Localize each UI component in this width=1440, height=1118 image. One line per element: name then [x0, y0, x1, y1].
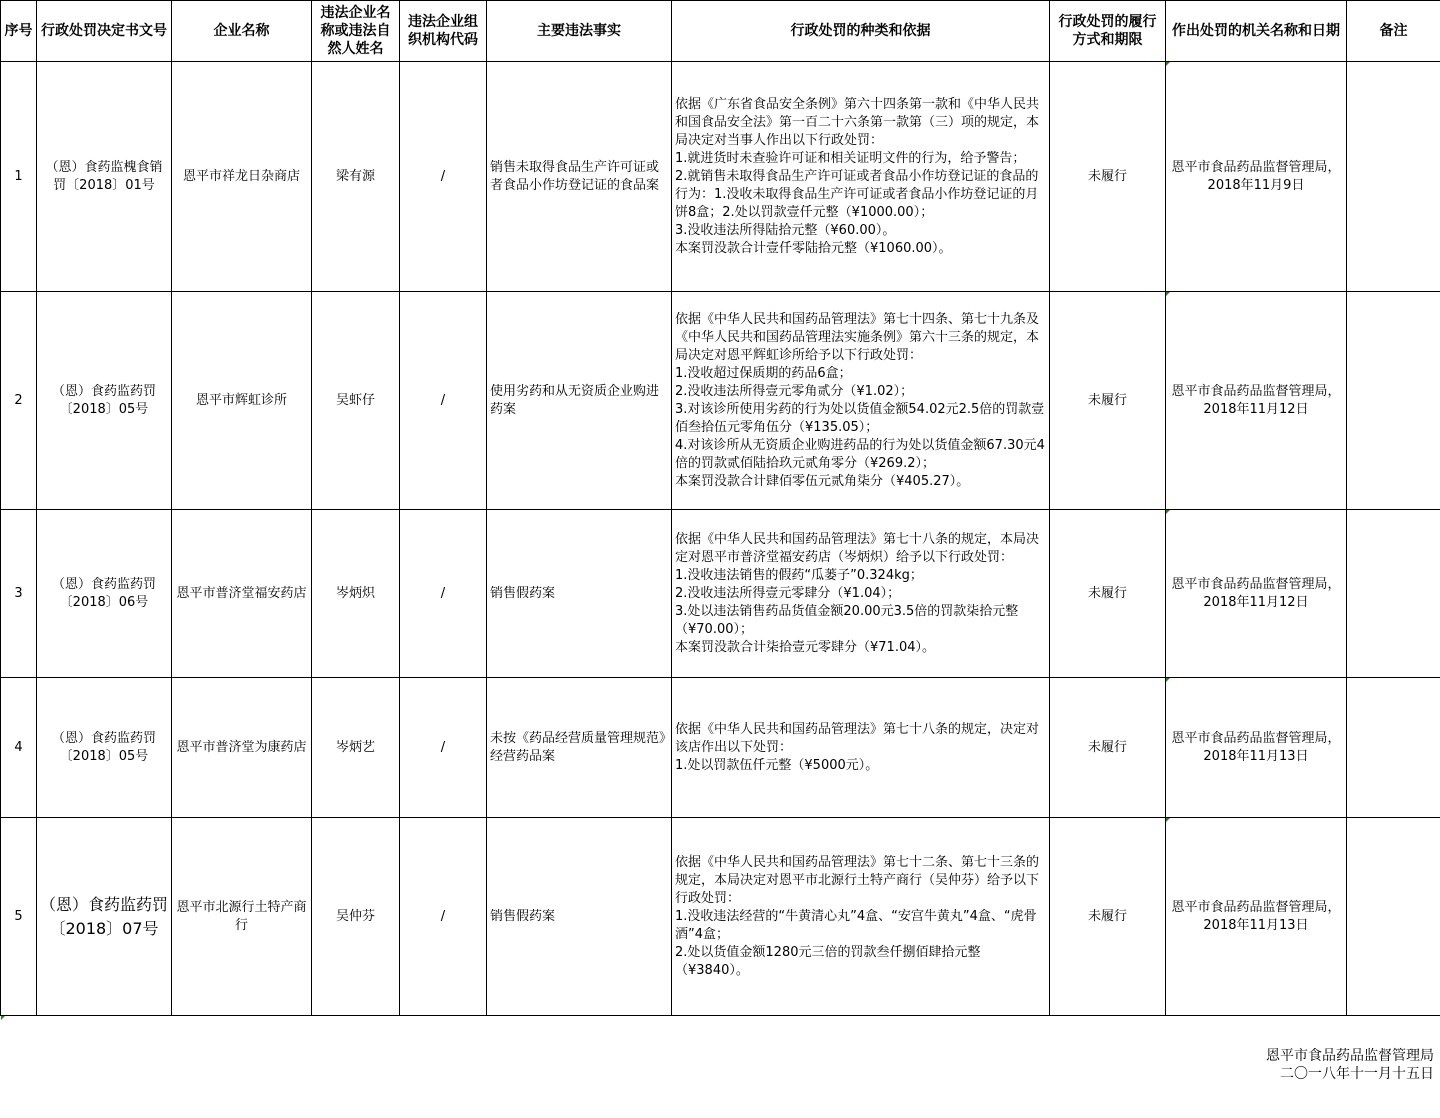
table-row: [1, 292, 1440, 510]
header-basis: 行政处罚的种类和依据: [672, 1, 1050, 62]
cell-org-code: /: [400, 678, 487, 818]
basis-line: 1.没收违法销售的假药“瓜蒌子”0.324kg；: [675, 567, 923, 583]
cell-seq: 3: [1, 510, 37, 678]
cell-facts: 销售假药案: [487, 818, 672, 1016]
header-person: 违法企业名称或违法自然人姓名: [312, 1, 400, 62]
cell-remark: [1347, 678, 1440, 818]
basis-line: 3.处以违法销售药品货值金额20.00元3.5倍的罚款柒拾元整（¥70.00）；: [675, 603, 1019, 637]
cell-marker-icon: [1166, 678, 1170, 682]
authority-text: 恩平市食品药品监督管理局，2018年11月9日: [1171, 159, 1341, 193]
cell-doc-no: （恩）食药监药罚〔2018〕07号: [37, 818, 172, 1016]
basis-line: 依据《中华人民共和国药品管理法》第七十八条的规定，本局决定对恩平市普济堂福安药店（岑炳炽）给予以下行政处罚：: [675, 531, 1040, 565]
basis-line: 2.处以货值金额1280元三倍的罚款叁仟捌佰肆拾元整（¥3840）。: [675, 944, 981, 978]
cell-person: 吴仲芬: [312, 818, 400, 1016]
cell-basis: [672, 678, 1050, 818]
authority-text: 恩平市食品药品监督管理局，2018年11月12日: [1171, 576, 1341, 610]
cell-doc-no: （恩）食药监药罚〔2018〕05号: [37, 678, 172, 818]
header-company: 企业名称: [172, 1, 312, 62]
cell-company: 恩平市辉虹诊所: [172, 292, 312, 510]
cell-person: 岑炳艺: [312, 678, 400, 818]
table-row: [1, 510, 1440, 678]
cell-authority: [1166, 292, 1347, 510]
cell-seq: 5: [1, 818, 37, 1016]
basis-line: 本案罚没款合计柒拾壹元零肆分（¥71.04）。: [675, 639, 935, 655]
cell-marker-icon: [1166, 62, 1170, 66]
cell-basis: [672, 292, 1050, 510]
cell-marker-icon: [1166, 818, 1170, 822]
cell-remark: [1347, 818, 1440, 1016]
header-row: [1, 1, 1440, 62]
cell-fulfil: 未履行: [1050, 510, 1166, 678]
header-seq: 序号: [1, 1, 37, 62]
basis-line: 本案罚没款合计肆佰零伍元贰角柒分（¥405.27）。: [675, 473, 970, 489]
basis-line: 1.没收违法经营的“牛黄清心丸”4盒、“安宫牛黄丸”4盒、“虎骨酒”4盒；: [675, 908, 1037, 942]
basis-line: 3.没收违法所得陆拾元整（¥60.00）。: [675, 222, 896, 238]
basis-line: 3.对该诊所使用劣药的行为处以货值金额54.02元2.5倍的罚款壹佰叁拾伍元零角伍分（¥135.05）；: [675, 401, 1045, 435]
table-row: [1, 62, 1440, 292]
cell-basis: [672, 818, 1050, 1016]
cell-facts: 销售假药案: [487, 510, 672, 678]
basis-line: 2.没收违法所得壹元零肆分（¥1.04）；: [675, 585, 901, 601]
cell-org-code: /: [400, 510, 487, 678]
cell-remark: [1347, 292, 1440, 510]
basis-line: 1.处以罚款伍仟元整（¥5000元）。: [675, 757, 879, 773]
footer-issuer: 恩平市食品药品监督管理局: [1266, 1048, 1434, 1064]
cell-authority: [1166, 62, 1347, 292]
cell-org-code: /: [400, 62, 487, 292]
cell-facts: 销售未取得食品生产许可证或者食品小作坊登记证的食品案: [487, 62, 672, 292]
cell-facts: 未按《药品经营质量管理规范》经营药品案: [487, 678, 672, 818]
cell-seq: 1: [1, 62, 37, 292]
basis-line: 4.对该诊所从无资质企业购进药品的行为处以货值金额67.30元4倍的罚款贰佰陆拾玖元贰角零分（¥269.2）；: [675, 437, 1045, 471]
cell-marker-icon: [1166, 510, 1170, 514]
header-facts: 主要违法事实: [487, 1, 672, 62]
cell-doc-no: （恩）食药监药罚〔2018〕06号: [37, 510, 172, 678]
cell-person: 岑炳炽: [312, 510, 400, 678]
cell-person: 吴虾仔: [312, 292, 400, 510]
basis-line: 1.没收超过保质期的药品6盒；: [675, 365, 852, 381]
corner-marker-icon: [1, 1016, 5, 1020]
authority-text: 恩平市食品药品监督管理局，2018年11月13日: [1171, 730, 1341, 764]
cell-company: 恩平市祥龙日杂商店: [172, 62, 312, 292]
cell-seq: 2: [1, 292, 37, 510]
cell-basis: [672, 62, 1050, 292]
cell-person: 梁有源: [312, 62, 400, 292]
basis-line: 依据《中华人民共和国药品管理法》第七十四条、第七十九条及《中华人民共和国药品管理法实施条例》第六十三条的规定，本局决定对恩平辉虹诊所给予以下行政处罚：: [675, 311, 1040, 363]
header-doc-no: 行政处罚决定书文号: [37, 1, 172, 62]
authority-text: 恩平市食品药品监督管理局，2018年11月12日: [1171, 383, 1341, 417]
cell-company: 恩平市普济堂为康药店: [172, 678, 312, 818]
cell-marker-icon: [1166, 292, 1170, 296]
cell-fulfil: 未履行: [1050, 62, 1166, 292]
basis-line: 2.就销售未取得食品生产许可证或者食品小作坊登记证的食品的行为：1.没收未取得食品生产许可证或者食品小作坊登记证的月饼8盒；2.处以罚款壹仟元整（¥1000.00）；: [675, 168, 1039, 220]
cell-basis: [672, 510, 1050, 678]
cell-remark: [1347, 62, 1440, 292]
cell-facts: 使用劣药和从无资质企业购进药案: [487, 292, 672, 510]
cell-fulfil: 未履行: [1050, 292, 1166, 510]
authority-text: 恩平市食品药品监督管理局，2018年11月13日: [1171, 899, 1341, 933]
cell-company: 恩平市北源行土特产商行: [172, 818, 312, 1016]
cell-authority: [1166, 678, 1347, 818]
cell-org-code: /: [400, 818, 487, 1016]
header-remark: 备注: [1347, 1, 1440, 62]
cell-remark: [1347, 510, 1440, 678]
basis-line: 依据《中华人民共和国药品管理法》第七十二条、第七十三条的规定，本局决定对恩平市北源行土特产商行（吴仲芬）给予以下行政处罚：: [675, 854, 1040, 906]
footer-signature: [1266, 1047, 1434, 1083]
basis-line: 2.没收违法所得壹元零角贰分（¥1.02）；: [675, 383, 914, 399]
basis-line: 本案罚没款合计壹仟零陆拾元整（¥1060.00）。: [675, 240, 952, 256]
table-row: [1, 678, 1440, 818]
cell-seq: 4: [1, 678, 37, 818]
table-row: [1, 818, 1440, 1016]
header-fulfil: 行政处罚的履行方式和期限: [1050, 1, 1166, 62]
cell-doc-no: （恩）食药监槐食销罚〔2018〕01号: [37, 62, 172, 292]
cell-doc-no: （恩）食药监药罚〔2018〕05号: [37, 292, 172, 510]
header-org-code: 违法企业组织机构代码: [400, 1, 487, 62]
basis-line: 依据《中华人民共和国药品管理法》第七十八条的规定，决定对该店作出以下处罚：: [675, 721, 1040, 755]
header-authority: 作出处罚的机关名称和日期: [1166, 1, 1347, 62]
cell-authority: [1166, 818, 1347, 1016]
cell-fulfil: 未履行: [1050, 678, 1166, 818]
cell-authority: [1166, 510, 1347, 678]
cell-fulfil: 未履行: [1050, 818, 1166, 1016]
footer-date: 二〇一八年十一月十五日: [1280, 1066, 1434, 1082]
cell-company: 恩平市普济堂福安药店: [172, 510, 312, 678]
basis-line: 1.就进货时未查验许可证和相关证明文件的行为，给予警告；: [675, 150, 1026, 166]
basis-line: 依据《广东省食品安全条例》第六十四条第一款和《中华人民共和国食品安全法》第一百二十六条第一款第（三）项的规定，本局决定对当事人作出以下行政处罚：: [675, 96, 1040, 148]
cell-org-code: /: [400, 292, 487, 510]
